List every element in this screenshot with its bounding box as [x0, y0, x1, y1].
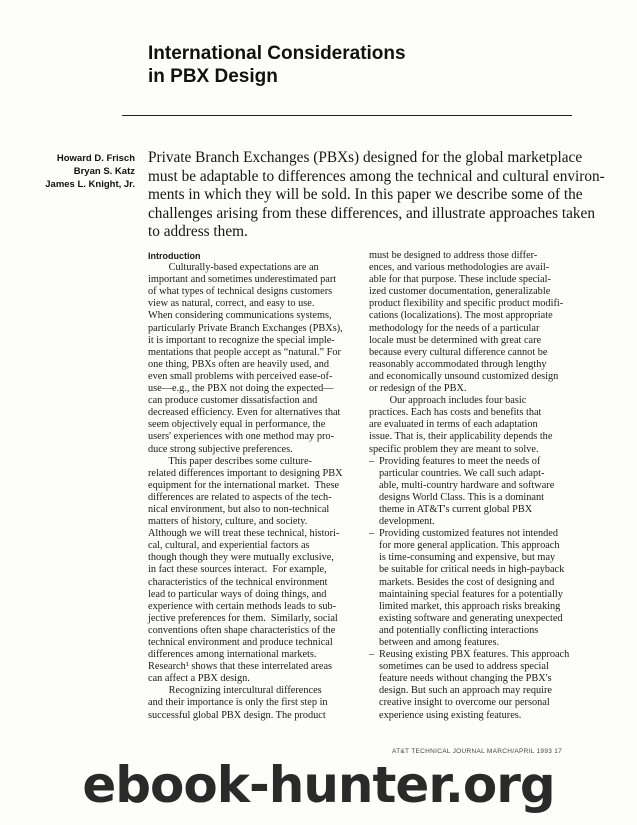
body-text-line: nical environment, but also to non-technical [148, 503, 330, 515]
body-text-line: Culturally-based expectations are an [148, 262, 319, 274]
bullet-dash: – [369, 649, 375, 661]
body-text-line: lead to particular ways of doing things, and [148, 588, 327, 600]
body-text-line: development. [379, 516, 435, 528]
body-text-line: mentations that people accept as “natural.” For [148, 346, 341, 358]
body-text-line: Providing features to meet the needs of [379, 455, 541, 467]
bullet-item [369, 456, 581, 529]
body-text-line: locale must be determined with great care [369, 334, 542, 346]
body-text-line: even small problems with perceived ease-of- [148, 370, 333, 382]
abstract-line: to address them. [148, 223, 248, 241]
bullet-item [369, 528, 581, 649]
body-text-line: for more general application. This approach [379, 540, 560, 552]
bullet-dash: – [369, 455, 375, 467]
body-text-line: technical environment and produce technical [148, 637, 333, 648]
body-text-line: view as natural, correct, and easy to use. [148, 298, 315, 310]
body-text-line: it is important to recognize the special imple- [148, 334, 335, 346]
body-text-line: and their importance is only the first step in [148, 697, 328, 709]
right-column [369, 250, 581, 722]
body-text-line: existing software and generating unexpected [379, 612, 563, 624]
body-text-line: ized customer documentation, generalizable [369, 286, 551, 298]
body-text-line: can produce customer dissatisfaction and [148, 395, 318, 407]
watermark: ebook-hunter.org [82, 756, 555, 814]
body-text-line: experience with certain methods leads to sub- [148, 600, 337, 612]
abstract-line: challenges arising from these differences, and illustrate approaches taken [148, 204, 595, 222]
body-text-line: of what types of technical designs customers [148, 286, 333, 298]
title-line-1: International Considerations [148, 43, 406, 64]
body-text-line: particular countries. We call such adapt- [379, 467, 545, 479]
title-divider [122, 115, 572, 116]
body-text-line: is time-consuming and expensive, but may [379, 552, 556, 564]
body-text-line: differences are related to aspects of the tech- [148, 491, 332, 503]
abstract-line: must be adaptable to differences among the technical and cultural environ- [148, 167, 605, 185]
body-text-line: sometimes can be used to address special [379, 661, 549, 673]
body-text-line: methodology for the needs of a particular [369, 322, 540, 334]
body-text-line: Our approach includes four basic [369, 395, 527, 407]
body-text-line: product flexibility and specific product modifi- [369, 298, 564, 310]
author-name: Howard D. Frisch [56, 153, 135, 164]
abstract-line: Private Branch Exchanges (PBXs) designed for the global marketplace [148, 149, 583, 166]
body-text-line: When considering communications systems, [148, 310, 332, 322]
body-text-line: or redesign of the PBX. [369, 383, 467, 395]
body-text-line: because every cultural difference cannot be [369, 346, 548, 358]
body-text-line: differences among international markets. [148, 649, 317, 661]
body-text-line: theme in AT&T's current global PBX [379, 503, 533, 515]
author-name: Bryan S. Katz [73, 166, 135, 177]
bullet-item [369, 649, 581, 722]
body-text-line: cal, cultural, and experiential factors as [148, 540, 310, 552]
body-text-line: equipment for the international market. These [148, 479, 340, 491]
body-text-line: are evaluated in terms of each adaptation [369, 419, 538, 431]
body-text-line: conventions often shape characteristics of the [148, 624, 336, 636]
body-text-line: feature needs without changing the PBX's [379, 673, 552, 685]
body-text-line: characteristics of the technical environment [148, 576, 328, 588]
title-line-2: in PBX Design [148, 66, 278, 87]
body-text-line: designs World Class. This is a dominant [379, 491, 544, 503]
body-text-line: though though they were mutually exclusive, [148, 552, 334, 564]
body-text-line: reasonably accommodated through lengthy [369, 358, 547, 370]
body-text-line: decreased efficiency. Even for alternatives that [148, 407, 341, 419]
body-text-line: Although we will treat these technical, histori- [148, 528, 340, 540]
section-heading: Introduction [148, 251, 201, 261]
body-text-line: in fact these sources interact. For example, [148, 564, 327, 576]
page-footer: AT&T TECHNICAL JOURNAL MARCH/APRIL 1993 17 [392, 748, 563, 755]
abstract [148, 149, 605, 242]
author-name: James L. Knight, Jr. [45, 179, 135, 190]
body-text-line: able, multi-country hardware and software [379, 479, 555, 491]
body-text-line: use—e.g., the PBX not doing the expected— [148, 383, 334, 395]
body-text-line: important and sometimes underestimated part [148, 274, 337, 286]
abstract-line: ments in which they will be sold. In this paper we describe some of the [148, 186, 583, 204]
body-text-line: practices. Each has costs and benefits that [369, 407, 542, 419]
body-text-line: matters of history, culture, and society. [148, 516, 308, 528]
body-text-line: and economically unsound customized design [369, 370, 559, 382]
body-text-line: maintaining special features for a potentially [379, 588, 563, 600]
body-text-line: Reusing existing PBX features. This approach [379, 649, 570, 661]
body-text-line: between and among features. [379, 637, 500, 648]
body-text-line: particularly Private Branch Exchanges (PBXs), [148, 322, 343, 334]
body-text-line: design. But such an approach may require [379, 685, 552, 697]
body-text-line: creative insight to overcome our personal [379, 697, 550, 709]
body-text-line: specific problem they are meant to solve. [369, 443, 539, 455]
body-text-line: limited market, this approach risks breaking [379, 600, 561, 612]
bullet-dash: – [369, 528, 375, 540]
body-text-line: one thing, PBXs often are heavily used, and [148, 358, 330, 370]
body-text-line: cations (localizations). The most appropriate [369, 310, 553, 322]
body-text-line: Providing customized features not intended [379, 528, 559, 540]
body-text-line: ences, and various methodologies are avail- [369, 262, 550, 274]
article-title [148, 42, 406, 88]
body-text-line: users' experiences with one method may pro- [148, 431, 334, 443]
body-text-line: seem objectively equal in performance, the [148, 419, 326, 431]
body-text-line: experience using existing features. [379, 709, 522, 721]
body-text-line: markets. Besides the cost of designing and [379, 576, 555, 588]
body-text-line: issue. That is, their applicability depends the [369, 431, 553, 443]
left-column [148, 250, 360, 722]
body-text-line: duce strong subjective preferences. [148, 443, 293, 455]
body-text-line: and potentially conflicting interactions [379, 624, 539, 636]
body-text-line: successful global PBX design. The product [148, 709, 326, 721]
author-list [45, 152, 135, 191]
body-text-line: Research¹ shows that these interrelated areas [148, 661, 333, 673]
body-text-line: jective preferences for them. Similarly, social [148, 612, 338, 624]
body-text-line: be suitable for critical needs in high-payback [379, 564, 565, 576]
body-text-line: must be designed to address those differ- [369, 250, 538, 261]
body-text-line: Recognizing intercultural differences [148, 685, 322, 697]
body-text-line: can affect a PBX design. [148, 673, 250, 685]
body-text-line: related differences important to designing PBX [148, 467, 343, 479]
body-text-line: able for that purpose. These include special- [369, 274, 551, 286]
body-text-line: This paper describes some culture- [148, 455, 312, 467]
